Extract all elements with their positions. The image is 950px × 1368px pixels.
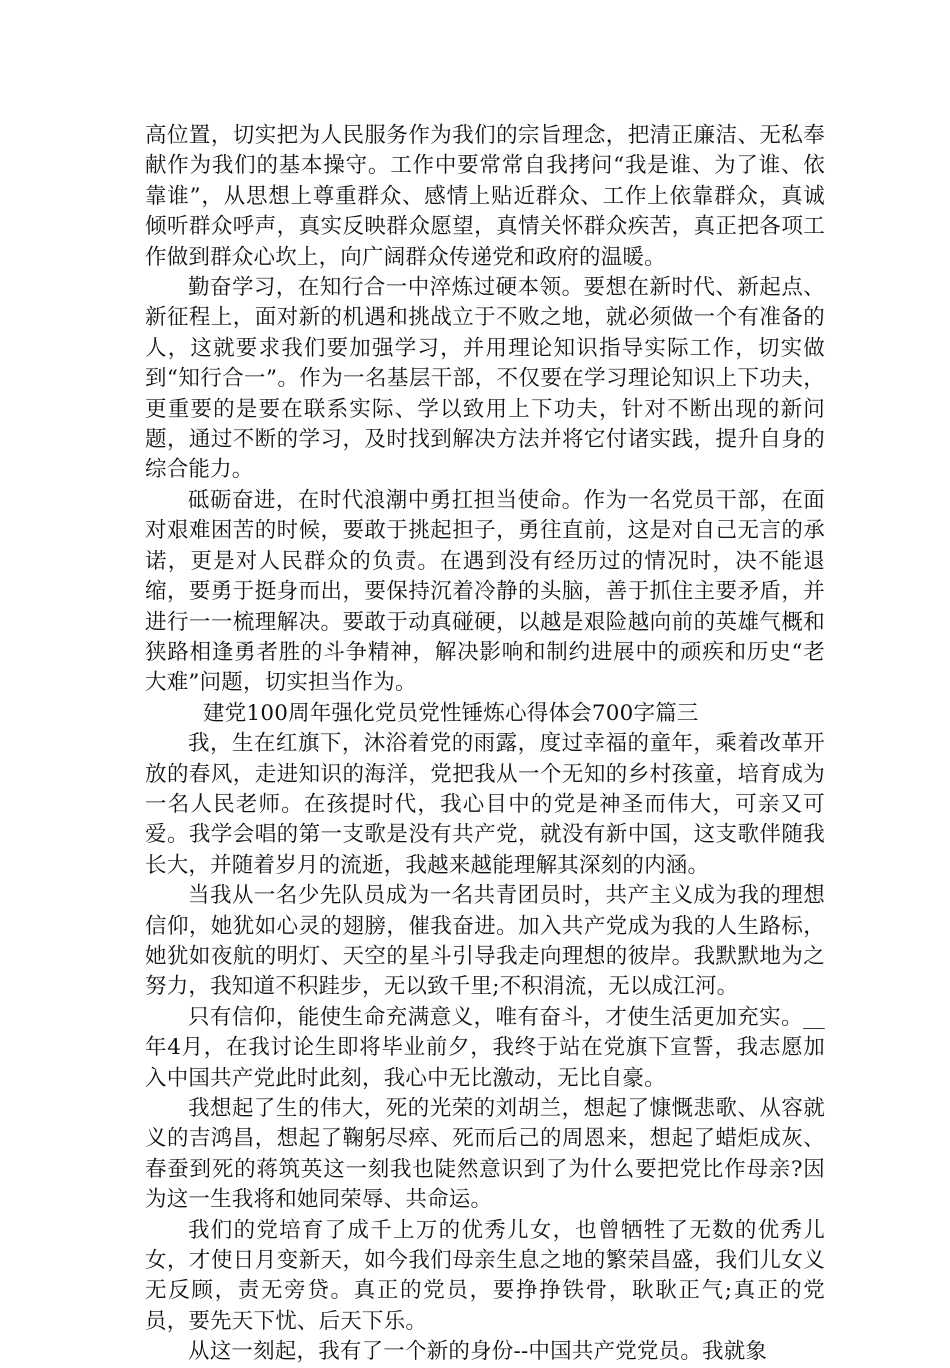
paragraph-youth-league: 当我从一名少先队员成为一名共青团员时，共产主义成为我的理想信仰，她犹如心灵的翅膀，催我奋进。加入共产党成为我的人生路标，她犹如夜航的明灯、天空的星斗引导我走向理想的彼岸。我默默地为之努力，我知道不积跬步，无以致千里;不积涓流，无以成江河。 bbox=[145, 883, 825, 1000]
section-heading: 建党100周年强化党员党性锤炼心得体会700字篇三 bbox=[203, 700, 699, 726]
paragraph-heroes: 我想起了生的伟大，死的光荣的刘胡兰，想起了慷慨悲歌、从容就义的吉鸿昌，想起了鞠躬尽瘁、死而后己的周恩来，想起了蜡炬成灰、春蚕到死的蒋筑英这一刻我也陡然意识到了为什么要把党比作母亲?因为这一生我将和她同荣辱、共命运。 bbox=[145, 1096, 825, 1213]
paragraph-forge-ahead: 砥砺奋进，在时代浪潮中勇扛担当使命。作为一名党员干部，在面对艰难困苦的时候，要敢于挑起担子，勇往直前，这是对自己无言的承诺，更是对人民群众的负责。在遇到没有经历过的情况时，决不能退缩，要勇于挺身而出，要保持沉着冷静的头脑，善于抓住主要矛盾，并进行一一梳理解决。要敢于动真碰硬，以越是艰险越向前的英雄气概和狭路相逢勇者胜的斗争精神，解决影响和制约进展中的顽疾和历史“老大难”问题，切实担当作为。 bbox=[145, 487, 825, 696]
paragraph-faith: 只有信仰，能使生命充满意义，唯有奋斗，才使生活更加充实。__年4月，在我讨论生即将毕业前夕，我终于站在党旗下宣誓，我志愿加入中国共产党此时此刻，我心中无比激动，无比自豪。 bbox=[145, 1004, 825, 1091]
document-body bbox=[145, 121, 825, 1368]
paragraph-born-under-red-flag: 我，生在红旗下，沐浴着党的雨露，度过幸福的童年，乘着改革开放的春风，走进知识的海洋，党把我从一个无知的乡村孩童，培育成为一名人民老师。在孩提时代，我心目中的党是神圣而伟大，可亲又可爱。我学会唱的第一支歌是没有共产党，就没有新中国，这支歌伴随我长大，并随着岁月的流逝，我越来越能理解其深刻的内涵。 bbox=[145, 731, 825, 878]
paragraph-study: 勤奋学习，在知行合一中淬炼过硬本领。要想在新时代、新起点、新征程上，面对新的机遇和挑战立于不败之地，就必须做一个有准备的人，这就要求我们要加强学习，并用理论知识指导实际工作，切实做到“知行合一”。作为一名基层干部，不仅要在学习理论知识上下功夫，更重要的是要在联系实际、学以致用上下功夫，针对不断出现的新问题，通过不断的学习，及时找到解决方法并将它付诸实践，提升自身的综合能力。 bbox=[145, 275, 825, 483]
paragraph-new-identity: 从这一刻起，我有了一个新的身份--中国共产党党员。我就象 bbox=[188, 1339, 768, 1365]
paragraph-sons-daughters: 我们的党培育了成千上万的优秀儿女，也曾牺牲了无数的优秀儿女，才使日月变新天，如今我们母亲生息之地的繁荣昌盛，我们儿女义无反顾，责无旁贷。真正的党员，要挣挣铁骨，耿耿正气;真正的党员，要先天下忧、后天下乐。 bbox=[145, 1217, 825, 1334]
paragraph-continuation: 高位置，切实把为人民服务作为我们的宗旨理念，把清正廉洁、无私奉献作为我们的基本操守。工作中要常常自我拷问“我是谁、为了谁、依靠谁”，从思想上尊重群众、感情上贴近群众、工作上依靠群众，真诚倾听群众呼声，真实反映群众愿望，真情关怀群众疾苦，真正把各项工作做到群众心坎上，向广阔群众传递党和政府的温暖。 bbox=[145, 123, 825, 270]
